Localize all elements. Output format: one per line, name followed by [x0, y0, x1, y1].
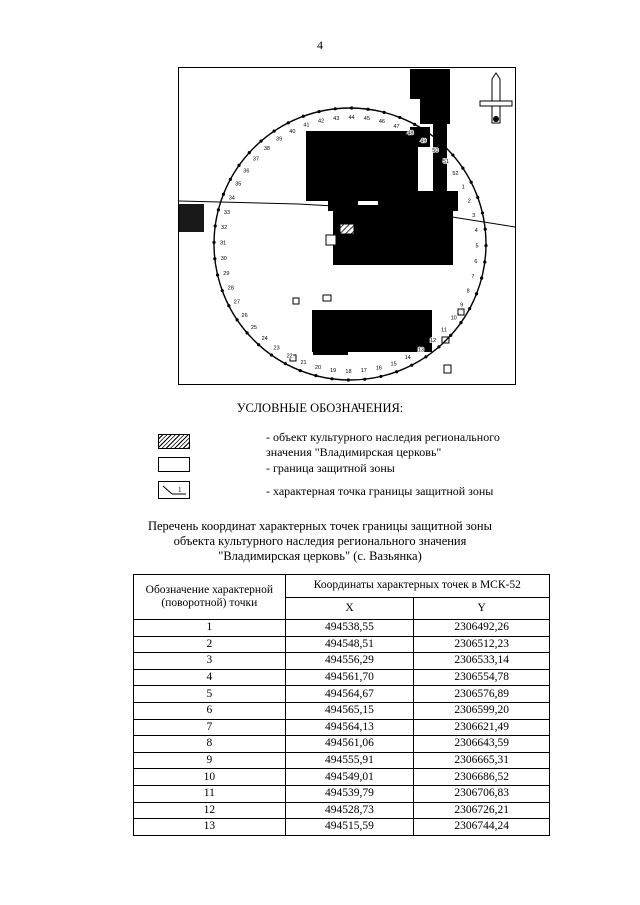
circle-point-marker: [350, 106, 353, 109]
circle-point-label: 14: [404, 355, 411, 362]
circle-point-marker: [213, 257, 216, 260]
circle-point-label: 1: [461, 184, 465, 191]
circle-point-label: 27: [233, 299, 240, 306]
coordinates-list-title: [0, 519, 640, 564]
circle-point-marker: [366, 108, 369, 111]
circle-point-label: 36: [243, 168, 250, 175]
table-cell-y: 2306492,26: [414, 620, 550, 637]
legend-item-boundary: - граница защитной зоны: [266, 461, 395, 475]
table-cell-x: 494565,15: [285, 702, 414, 719]
table-cell-n: 12: [134, 802, 286, 819]
circle-point-marker: [287, 121, 290, 124]
circle-point-marker: [302, 115, 305, 118]
circle-point-label: 28: [227, 285, 234, 292]
circle-point-label: 42: [318, 118, 325, 125]
circle-point-label: 31: [219, 240, 227, 247]
circle-point-marker: [440, 142, 443, 145]
circle-point-marker: [334, 107, 337, 110]
circle-point-marker: [237, 164, 240, 167]
table-cell-n: 3: [134, 653, 286, 670]
table-cell-n: 10: [134, 769, 286, 786]
legend-point-label: 1: [178, 486, 182, 494]
circle-point-label: 9: [460, 302, 464, 309]
circle-point-label: 35: [235, 181, 242, 188]
coordinates-table: [133, 574, 550, 836]
table-cell-x: 494556,29: [285, 653, 414, 670]
circle-point-label: 6: [474, 258, 478, 265]
table-cell-y: 2306744,24: [414, 819, 550, 836]
table-row: [134, 719, 550, 736]
circle-point-marker: [248, 151, 251, 154]
circle-point-marker: [480, 277, 483, 280]
circle-point-marker: [437, 345, 440, 348]
circle-point-label: 12: [429, 338, 437, 345]
circle-point-label: 19: [330, 367, 337, 374]
table-row: [134, 769, 550, 786]
circle-point-label: 3: [472, 213, 476, 220]
circle-point-marker: [314, 374, 317, 377]
list-title-line2: объекта культурного наследия регионального значения: [173, 534, 467, 548]
circle-point-marker: [236, 318, 239, 321]
building-block-south: [312, 310, 432, 355]
circle-point-label: 34: [228, 195, 235, 202]
circle-point-marker: [449, 334, 452, 337]
y-header: Y: [414, 597, 550, 620]
circle-point-label: 10: [450, 315, 457, 322]
circle-point-marker: [257, 343, 260, 346]
table-cell-n: 1: [134, 620, 286, 637]
circle-point-marker: [410, 364, 413, 367]
circle-point-label: 17: [360, 368, 367, 375]
circle-point-marker: [468, 307, 471, 310]
circle-point-marker: [461, 167, 464, 170]
circle-point-label: 7: [471, 273, 475, 280]
table-cell-x: 494538,55: [285, 620, 414, 637]
table-cell-n: 13: [134, 819, 286, 836]
table-cell-n: 11: [134, 785, 286, 802]
circle-point-label: 21: [300, 360, 307, 367]
circle-point-label: 11: [441, 327, 447, 334]
table-cell-x: 494561,06: [285, 736, 414, 753]
circle-point-marker: [398, 116, 401, 119]
table-cell-y: 2306706,83: [414, 785, 550, 802]
circle-point-marker: [227, 304, 230, 307]
circle-point-marker: [217, 208, 220, 211]
circle-point-marker: [246, 331, 249, 334]
circle-point-label: 43: [333, 115, 340, 122]
circle-point-marker: [273, 130, 276, 133]
circle-point-label: 26: [241, 312, 248, 319]
table-cell-y: 2306643,59: [414, 736, 550, 753]
circle-point-marker: [363, 378, 366, 381]
table-cell-x: 494549,01: [285, 769, 414, 786]
circle-point-marker: [299, 369, 302, 372]
circle-point-label: 38: [263, 145, 271, 152]
circle-point-marker: [222, 193, 225, 196]
table-cell-n: 7: [134, 719, 286, 736]
table-row: [134, 686, 550, 703]
list-title-line3: "Владимирская церковь" (с. Вазьянка): [218, 549, 422, 563]
circle-point-label: 16: [375, 365, 382, 372]
circle-point-label: 48: [407, 130, 414, 137]
legend-item-object: [266, 430, 500, 460]
circle-point-marker: [221, 289, 224, 292]
circle-point-marker: [317, 110, 320, 113]
circle-point-marker: [270, 353, 273, 356]
circle-point-marker: [427, 131, 430, 134]
circle-point-label: 24: [261, 336, 268, 343]
circle-point-marker: [476, 196, 479, 199]
table-cell-y: 2306554,78: [414, 669, 550, 686]
table-cell-x: 494564,67: [285, 686, 414, 703]
table-cell-y: 2306686,52: [414, 769, 550, 786]
circle-point-label: 2: [467, 198, 471, 205]
circle-point-marker: [214, 224, 217, 227]
circle-point-label: 37: [252, 156, 260, 163]
circle-point-marker: [459, 321, 462, 324]
circle-point-marker: [481, 211, 484, 214]
church-object: [340, 224, 354, 234]
circle-point-label: 13: [417, 347, 424, 354]
table-cell-n: 5: [134, 686, 286, 703]
circle-point-marker: [284, 362, 287, 365]
circle-point-label: 32: [221, 225, 228, 232]
table-cell-y: 2306621,49: [414, 719, 550, 736]
building-strip-west: [179, 204, 204, 232]
circle-point-label: 47: [393, 123, 400, 130]
circle-point-label: 50: [432, 147, 439, 154]
circle-point-label: 41: [303, 122, 310, 129]
circle-point-label: 15: [390, 361, 397, 368]
circle-point-label: 33: [224, 210, 231, 217]
table-row: [134, 802, 550, 819]
circle-point-label: 5: [475, 243, 479, 250]
table-cell-x: 494528,73: [285, 802, 414, 819]
circle-point-marker: [379, 375, 382, 378]
circle-point-marker: [212, 241, 215, 244]
table-row: [134, 736, 550, 753]
circle-point-label: 4: [474, 228, 478, 235]
circle-point-marker: [383, 111, 386, 114]
table-cell-y: 2306533,14: [414, 653, 550, 670]
circle-point-marker: [451, 153, 454, 156]
table-cell-n: 4: [134, 669, 286, 686]
circle-point-label: 40: [289, 128, 296, 135]
table-cell-x: 494515,59: [285, 819, 414, 836]
legend-item-object-line1: - объект культурного наследия регионального: [266, 430, 500, 444]
circle-point-label: 20: [315, 364, 322, 371]
circle-point-marker: [484, 228, 487, 231]
table-cell-x: 494561,70: [285, 669, 414, 686]
legend-item-point: - характерная точка границы защитной зоны: [266, 484, 494, 498]
circle-point-label: 39: [276, 136, 283, 143]
circle-point-marker: [475, 292, 478, 295]
list-title-line1: Перечень координат характерных точек границы защитной зоны: [147, 519, 493, 533]
circle-point-marker: [259, 140, 262, 143]
table-cell-y: 2306726,21: [414, 802, 550, 819]
table-cell-n: 2: [134, 636, 286, 653]
table-cell-n: 9: [134, 752, 286, 769]
table-row: [134, 785, 550, 802]
table-row: [134, 620, 550, 637]
site-plan-map: [178, 67, 516, 385]
circle-point-label: 52: [452, 171, 459, 178]
table-cell-y: 2306665,31: [414, 752, 550, 769]
circle-point-label: 44: [348, 115, 355, 122]
circle-point-marker: [483, 260, 486, 263]
circle-point-marker: [470, 181, 473, 184]
table-row: [134, 669, 550, 686]
table-cell-y: 2306599,20: [414, 702, 550, 719]
table-row: [134, 702, 550, 719]
table-row: [134, 653, 550, 670]
table-row: [134, 752, 550, 769]
circle-point-label: 51: [443, 158, 450, 165]
page-number: 4: [317, 38, 323, 52]
point-designation-header: Обозначение характерной (поворотной) точки: [134, 575, 286, 620]
x-header: X: [285, 597, 414, 620]
table-cell-y: 2306512,23: [414, 636, 550, 653]
circle-point-label: 45: [363, 116, 370, 123]
circle-point-label: 30: [220, 255, 227, 262]
table-row: [134, 819, 550, 836]
circle-point-label: 46: [378, 119, 385, 126]
table-row: [134, 636, 550, 653]
circle-point-marker: [229, 178, 232, 181]
circle-point-marker: [484, 244, 487, 247]
zone-boundary-icon: [158, 457, 190, 472]
table-cell-x: 494548,51: [285, 636, 414, 653]
circle-point-label: 49: [420, 138, 427, 145]
circle-point-label: 22: [286, 353, 293, 360]
table-cell-n: 6: [134, 702, 286, 719]
hatched-object-icon: [158, 434, 190, 449]
circle-point-label: 29: [223, 270, 230, 277]
coordinates-header: Координаты характерных точек в МСК-52: [285, 575, 549, 598]
characteristic-point-icon: [158, 481, 190, 499]
legend-title: УСЛОВНЫЕ ОБОЗНАЧЕНИЯ:: [236, 401, 404, 415]
table-cell-y: 2306576,89: [414, 686, 550, 703]
table-cell-n: 8: [134, 736, 286, 753]
circle-point-label: 8: [466, 288, 470, 295]
circle-point-label: 25: [250, 325, 257, 332]
circle-point-label: 23: [273, 345, 280, 352]
circle-point-marker: [395, 370, 398, 373]
legend-item-object-line2: значения "Владимирская церковь": [266, 445, 442, 459]
table-cell-x: 494564,13: [285, 719, 414, 736]
table-cell-x: 494539,79: [285, 785, 414, 802]
circle-point-marker: [216, 273, 219, 276]
circle-point-marker: [330, 377, 333, 380]
table-cell-x: 494555,91: [285, 752, 414, 769]
circle-point-marker: [424, 355, 427, 358]
circle-point-label: 18: [345, 368, 352, 375]
circle-point-marker: [347, 378, 350, 381]
circle-point-marker: [413, 123, 416, 126]
